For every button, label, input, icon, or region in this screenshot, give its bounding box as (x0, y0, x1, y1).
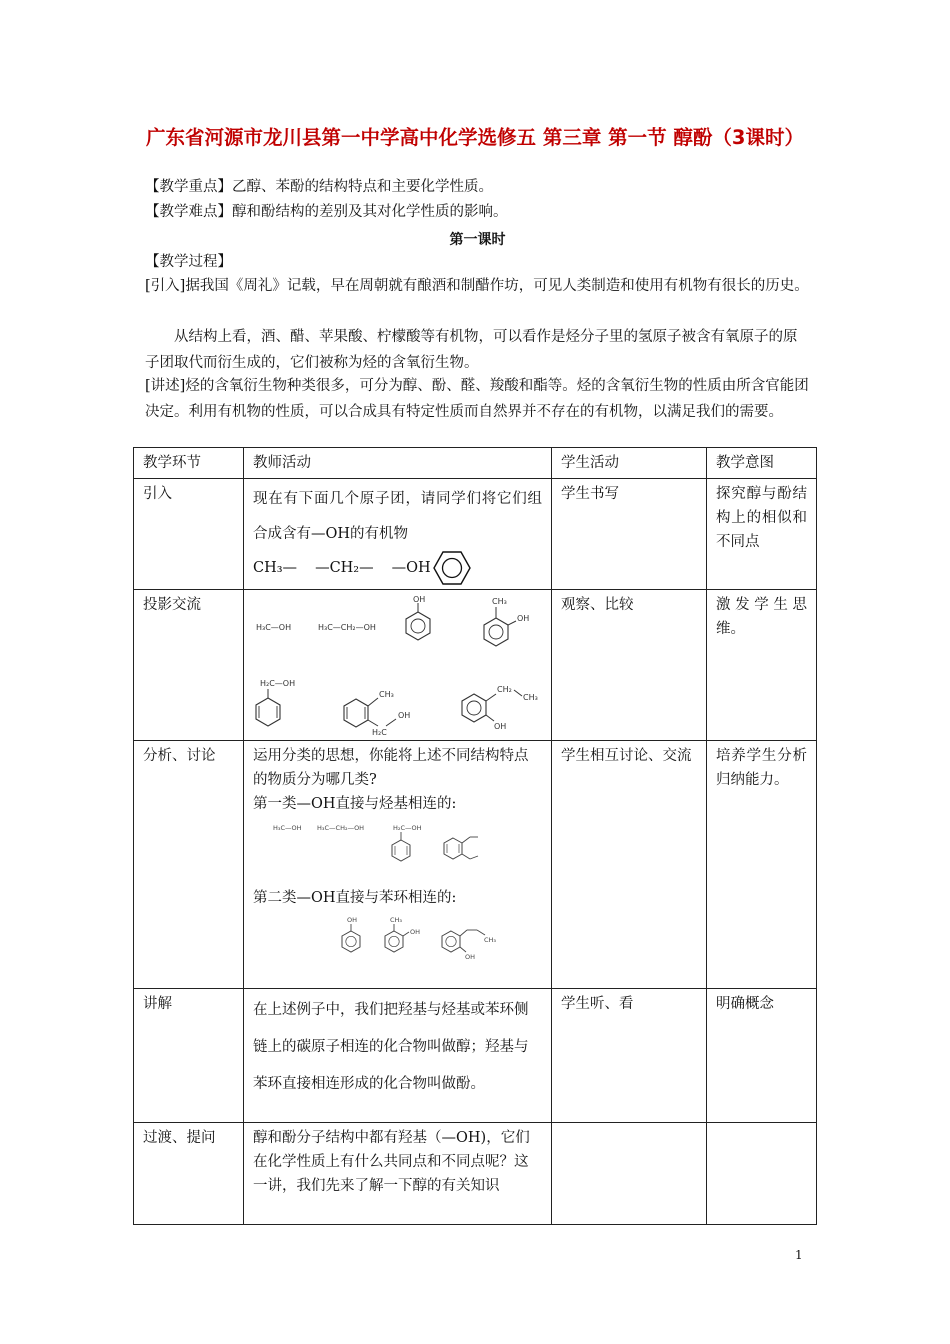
table-row (134, 1123, 817, 1225)
group-ch2: —CH₂— (315, 560, 374, 576)
label-ch2: CH₂ (497, 685, 512, 694)
label-h2c: H₂C (372, 728, 387, 736)
ethylphenol-structure (462, 685, 538, 731)
label-oh: OH (347, 916, 358, 924)
group-ch3: CH₃— (253, 560, 298, 576)
group-oh: —OH (391, 560, 431, 576)
student-cell: 观察、比较 (552, 590, 707, 741)
page-number: 1 (795, 1248, 803, 1262)
methylbenzyl-alcohol-structure (344, 690, 410, 736)
table-row (134, 479, 817, 590)
label-oh: OH (398, 711, 411, 720)
intent-cell: 激发学生思维。 (707, 590, 817, 741)
table-row (134, 989, 817, 1123)
label-h2c-oh: H₂C—OH (260, 679, 296, 688)
ethanol-formula: H₃C—CH₂—OH (318, 623, 376, 632)
header-intent: 教学意图 (707, 448, 817, 479)
label-ch3: CH₃ (492, 597, 507, 606)
table-row (134, 741, 817, 989)
benzyl-alcohol-structure (256, 679, 295, 726)
lesson-table (133, 447, 817, 1225)
stage-cell: 引入 (134, 479, 244, 590)
teacher-cell: 在上述例子中，我们把羟基与烃基或苯环侧链上的碳原子相连的化合物叫做醇；羟基与苯环直接相连形成的化合物叫做酚。 (244, 989, 552, 1123)
ethanol-formula: H₃C—CH₂—OH (317, 824, 365, 832)
difficult-points: 【教学难点】醇和酚结构的差别及其对化学性质的影响。 (145, 204, 508, 220)
table-header-row (134, 448, 817, 479)
student-cell: 学生书写 (552, 479, 707, 590)
alcohol-structures-figure (253, 816, 533, 872)
teacher-cell: 醇和酚分子结构中都有羟基（—OH)，它们在化学性质上有什么共同点和不同点呢？这一讲，我们先来了解一下醇的有关知识 (244, 1123, 552, 1225)
label-oh: OH (517, 614, 530, 623)
teacher-text: 现在有下面几个原子团，请同学们将它们组合成含有—OH的有机物 (253, 491, 542, 542)
class-two-label: 第二类—OH直接与苯环相连的: (253, 890, 457, 906)
teacher-cell (244, 479, 552, 590)
student-cell (552, 1123, 707, 1225)
stage-cell: 过渡、提问 (134, 1123, 244, 1225)
student-cell: 学生听、看 (552, 989, 707, 1123)
intro-paragraph: [引入]据我国《周礼》记载，早在周朝就有酿酒和制醋作坊，可见人类制造和使用有机物有很长的历史。 (145, 278, 809, 294)
o-cresol-structure (484, 597, 529, 646)
key-points: 【教学重点】乙醇、苯酚的结构特点和主要化学性质。 (145, 179, 493, 195)
label-ch3: CH₃ (523, 693, 538, 702)
lecture-paragraph: [讲述]烃的含氧衍生物种类很多，可分为醇、酚、醛、羧酸和酯等。烃的含氧衍生物的性质由所含官能团决定。利用有机物的性质，可以合成具有特定性质而自然界并不存在的有机物，以满足我们的需要。 (145, 378, 809, 420)
class-one-label: 第一类—OH直接与烃基相连的: (253, 796, 457, 812)
methanol-formula: H₃C—OH (256, 623, 292, 632)
stage-cell: 投影交流 (134, 590, 244, 741)
stage-cell: 讲解 (134, 989, 244, 1123)
intent-cell (707, 1123, 817, 1225)
table-row (134, 590, 817, 741)
label-oh: OH (410, 928, 421, 936)
benzene-ring-icon (433, 550, 471, 586)
student-cell: 学生相互讨论、交流 (552, 741, 707, 989)
header-teacher: 教师活动 (244, 448, 552, 479)
lesson-heading: 第一课时 (449, 232, 506, 248)
phenol-structure (406, 595, 430, 640)
label-h2c-oh: H₂C—OH (393, 824, 422, 832)
header-stage: 教学环节 (134, 448, 244, 479)
label-ch3: CH₃ (484, 936, 497, 944)
label-ch3: CH₃ (390, 916, 403, 924)
group-list (253, 550, 542, 586)
label-oh: OH (494, 722, 507, 731)
structure-paragraph: 从结构上看，酒、醋、苹果酸、柠檬酸等有机物，可以看作是烃分子里的氢原子被含有氧原子的原子团取代而衍生成的，它们被称为烃的含氧衍生物。 (145, 329, 798, 371)
phenol-structures-figure (253, 910, 533, 962)
label-oh: OH (413, 595, 426, 604)
intent-cell: 培养学生分析归纳能力。 (707, 741, 817, 989)
teacher-cell (244, 741, 552, 989)
intent-cell: 探究醇与酚结构上的相似和不同点 (707, 479, 817, 590)
structures-cell (244, 590, 552, 741)
process-heading: 【教学过程】 (145, 254, 232, 270)
classification-question: 运用分类的思想，你能将上述不同结构特点的物质分为哪几类? (253, 748, 529, 788)
document-title: 广东省河源市龙川县第一中学高中化学选修五 第三章 第一节 醇酚（3课时） (146, 126, 804, 149)
stage-cell: 分析、讨论 (134, 741, 244, 989)
molecule-structures-figure (246, 594, 546, 736)
header-student: 学生活动 (552, 448, 707, 479)
label-ch3: CH₃ (379, 690, 394, 699)
methanol-formula: H₃C—OH (273, 824, 302, 832)
intent-cell: 明确概念 (707, 989, 817, 1123)
label-oh: OH (465, 953, 476, 961)
